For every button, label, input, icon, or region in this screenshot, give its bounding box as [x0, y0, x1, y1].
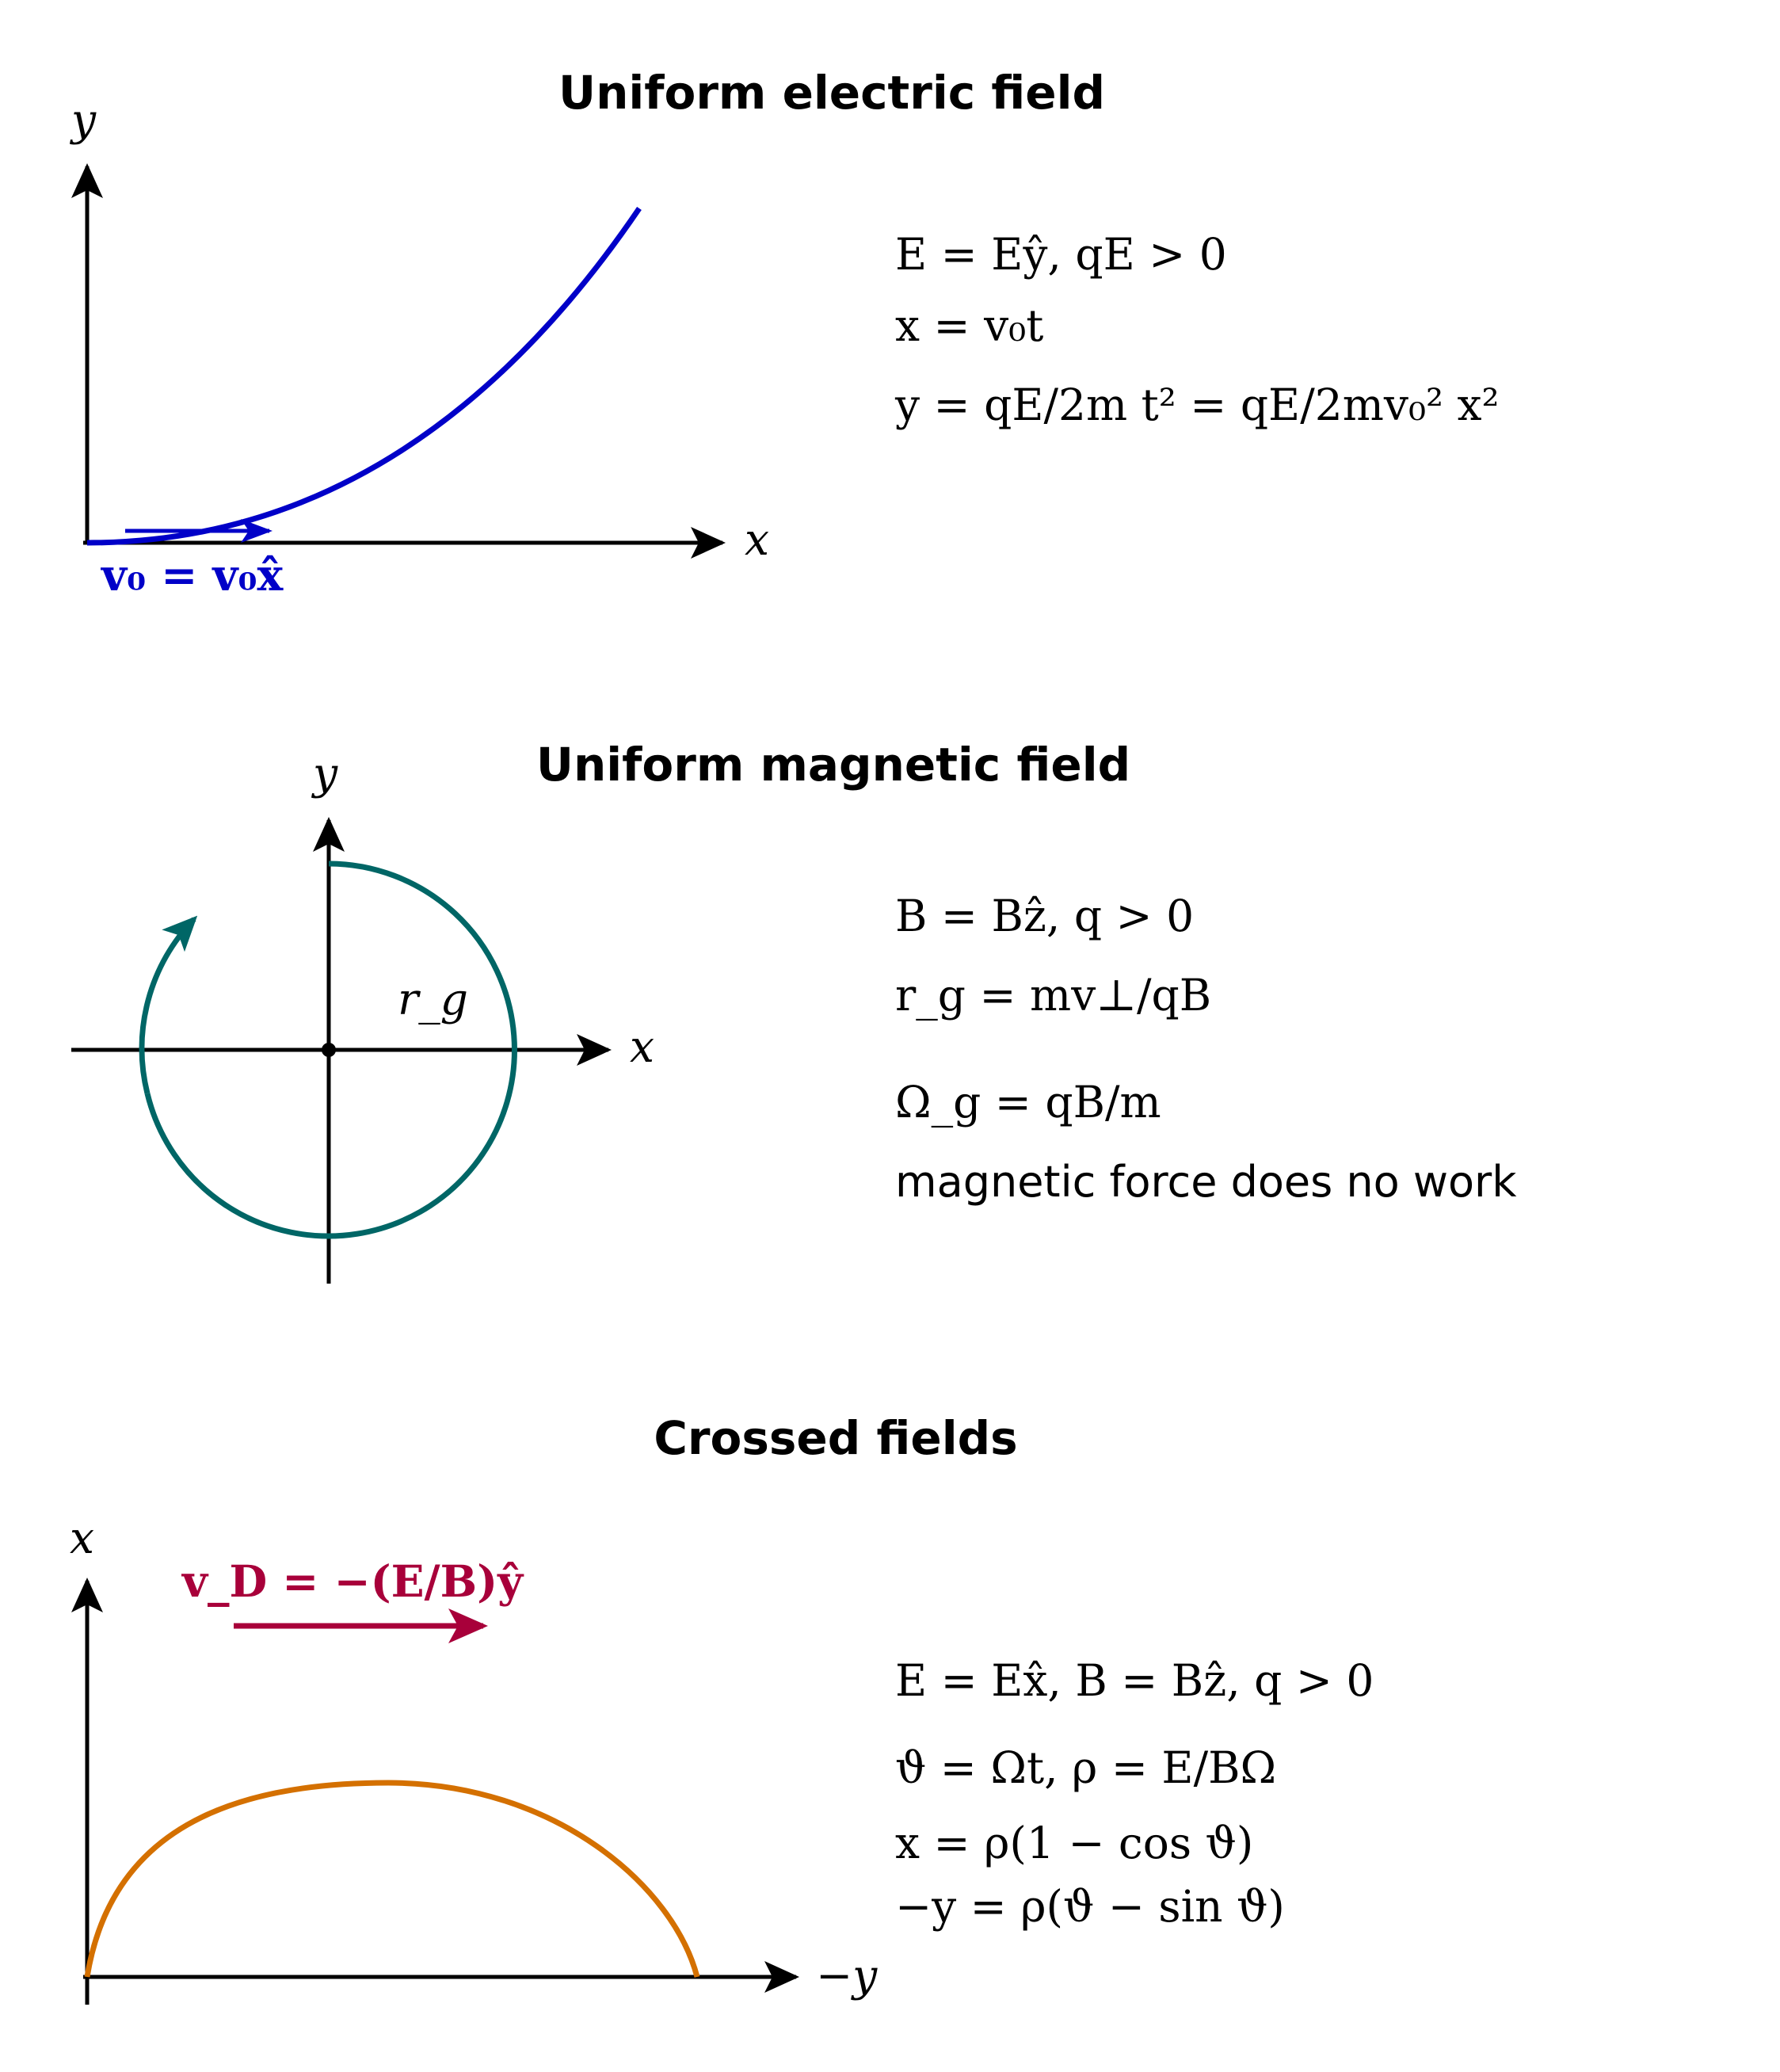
electric-equation-2: x = v₀t [895, 300, 1044, 351]
magnetic-equation-1: B = Bẑ, q > 0 [895, 891, 1195, 941]
crossed-equation-1: E = Ex̂, B = Bẑ, q > 0 [895, 1655, 1374, 1706]
gyration-direction-arrow [142, 919, 194, 1093]
magnetic-origin-dot [322, 1043, 336, 1057]
gyroradius-label: r_g [398, 974, 468, 1025]
magnetic-panel-title: Uniform magnetic field [536, 738, 1131, 792]
magnetic-field-panel [71, 738, 1517, 1284]
electric-y-axis-label: y [71, 94, 97, 145]
crossed-panel-title: Crossed fields [654, 1411, 1018, 1465]
crossed-fields-panel [70, 1411, 1374, 2005]
electric-equation-1: E = Eŷ, qE > 0 [895, 229, 1227, 280]
magnetic-equation-2: r_g = mv⊥/qB [895, 970, 1212, 1021]
electric-field-panel [69, 66, 1500, 601]
crossed-equations [895, 1655, 1374, 1932]
magnetic-equation-3: Ω_g = qB/m [895, 1077, 1161, 1128]
initial-velocity-label: v₀ = v₀x̂ [101, 549, 284, 601]
crossed-horizontal-axis-label: −y [816, 1950, 878, 2001]
crossed-equation-2: ϑ = Ωt, ρ = E/BΩ [895, 1742, 1277, 1793]
crossed-equation-4: −y = ρ(ϑ − sin ϑ) [895, 1881, 1285, 1932]
cycloid-trajectory [87, 1783, 697, 1977]
magnetic-equations [895, 891, 1517, 1207]
electric-x-axis-label: x [745, 514, 770, 565]
electric-panel-title: Uniform electric field [558, 66, 1106, 120]
magnetic-y-axis-label: y [313, 748, 338, 799]
magnetic-note: magnetic force does no work [895, 1157, 1517, 1207]
electric-parabola-trajectory [87, 208, 639, 543]
crossed-equation-3: x = ρ(1 − cos ϑ) [895, 1818, 1254, 1868]
electric-equation-3: y = qE/2m t² = qE/2mv₀² x² [895, 380, 1500, 430]
drift-velocity-label: v_D = −(E/B)ŷ [182, 1555, 524, 1607]
electric-equations [894, 229, 1500, 430]
crossed-vertical-axis-label: x [70, 1513, 95, 1563]
magnetic-x-axis-label: x [630, 1021, 655, 1072]
